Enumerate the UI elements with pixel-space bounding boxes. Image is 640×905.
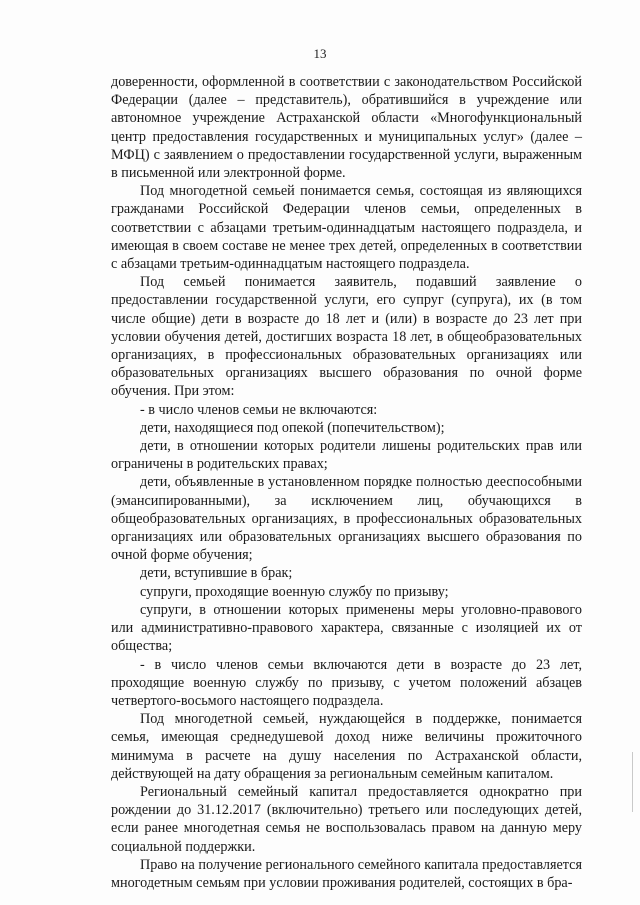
paragraph: Право на получение регионального семейного капитала предоставляется многодетным семьям при условии проживания родителей, состоящих в бра- bbox=[111, 856, 582, 891]
paragraph: супруги, в отношении которых применены меры уголовно-правового или административно-правового характера, связанные с изоляцией их от общества; bbox=[111, 601, 582, 655]
paragraph: супруги, проходящие военную службу по призыву; bbox=[140, 583, 449, 600]
paragraph: Под многодетной семьей, нуждающейся в поддержке, понимается семья, имеющая среднедушевой доход ниже величины прожиточного минимума в расчете на душу населения по Астраханской области, действующей на дату обращения за региональным семейным капиталом. bbox=[111, 711, 582, 782]
paragraph: дети, находящиеся под опекой (попечительством); bbox=[140, 419, 445, 436]
page-number: 13 bbox=[313, 46, 327, 61]
paragraph: дети, объявленные в установленном порядке полностью дееспособными (эмансипированными), за исключением лиц, обучающихся в общеобразовательных организациях, в профессиональных образовательных организациях или образовательных организациях высшего образования по очной форме обучения; bbox=[111, 474, 582, 564]
paragraph: Под многодетной семьей понимается семья, состоящая из являющихся гражданами Российской Федерации членов семьи, определенных в соответствии с абзацами третьим-одиннадцатым настоящего подраздела, и имеющая в своем составе не менее трех детей, определенных в соответствии с абзацами третьим-одиннадцатым настоящего подраздела. bbox=[111, 183, 582, 273]
paragraph: Под семьей понимается заявитель, подавший заявление о предоставлении государственной услуги, его супруг (супруга), их (в том числе общие) дети в возрасте до 18 лет и (или) в возрасте до 23 лет при условии обучения детей, достигших возраста 18 лет, в общеобразовательных организациях, в профессиональных образовательных организациях или образовательных организациях высшего образования по очной форме обучения. При этом: bbox=[111, 274, 582, 400]
paragraph: дети, вступившие в брак; bbox=[140, 565, 293, 582]
scan-artifact bbox=[632, 752, 633, 812]
paragraph: Региональный семейный капитал предоставляется однократно при рождении до 31.12.2017 (включительно) третьего или последующих детей, если ранее многодетная семья не воспользовалась правом на данную меру социальной поддержки. bbox=[111, 783, 582, 855]
paragraph: доверенности, оформленной в соответствии с законодательством Российской Федерации (далее – представитель), обратившийся в учреждение или автономное учреждение Астраханской области «Многофункциональный центр предоставления государственных и муниципальных услуг» (далее – МФЦ) с заявлением о предоставлении государственной услуги, выраженным в письменной или электронной форме. bbox=[111, 74, 582, 182]
paragraph: - в число членов семьи включаются дети в возрасте до 23 лет, проходящие военную службу по призыву, с учетом положений абзацев четвертого-восьмого настоящего подраздела. bbox=[111, 656, 582, 709]
paragraph: дети, в отношении которых родители лишены родительских прав или ограничены в родительских правах; bbox=[111, 438, 582, 473]
paragraph: - в число членов семьи не включаются: bbox=[140, 401, 378, 418]
body-text bbox=[111, 73, 582, 892]
